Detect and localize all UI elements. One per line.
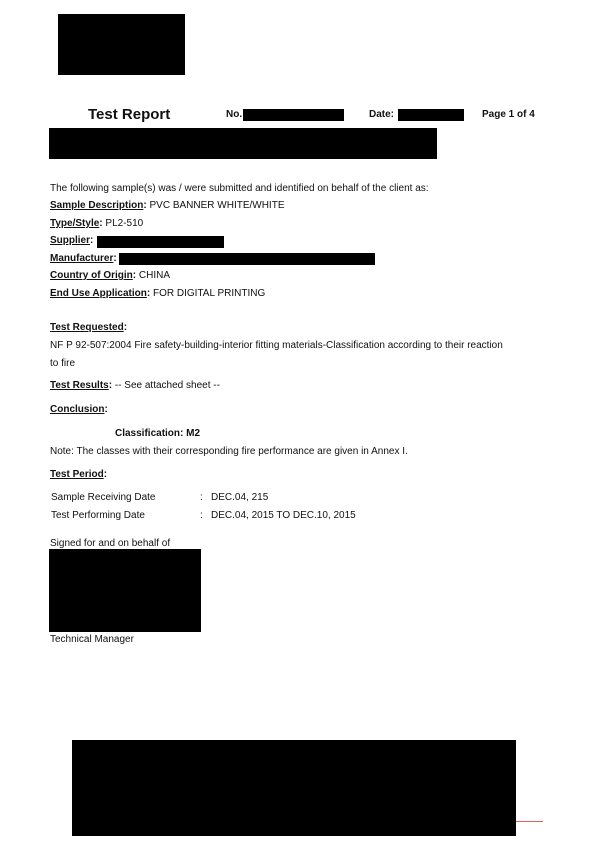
- redacted-manufacturer: [119, 253, 375, 265]
- country-of-origin-label: Country of Origin: [50, 270, 133, 281]
- test-requested-line-1: NF P 92-507:2004 Fire safety-building-interior fitting materials-Classification according to their reaction: [50, 340, 503, 351]
- intro-text: The following sample(s) was / were submitted and identified on behalf of the client as:: [50, 183, 429, 194]
- country-of-origin-row: Country of Origin: CHINA: [50, 270, 171, 281]
- test-results-value: -- See attached sheet --: [114, 380, 220, 391]
- test-period-row-value: DEC.04, 2015 TO DEC.10, 2015: [211, 510, 356, 521]
- redacted-signature: [49, 549, 201, 632]
- end-use-label: End Use Application: [50, 288, 147, 299]
- test-period-row: [51, 510, 451, 524]
- classification-result: Classification: M2: [115, 428, 201, 439]
- test-requested-label: Test Requested: [50, 322, 124, 333]
- test-period-row: [51, 492, 451, 506]
- supplier-label: Supplier: [50, 235, 91, 246]
- redacted-supplier: [97, 236, 224, 248]
- test-period-heading: Test Period:: [50, 469, 108, 480]
- test-period-row-name: Test Performing Date: [51, 510, 145, 521]
- report-number-label: No.: [226, 109, 243, 120]
- conclusion-note: Note: The classes with their corresponding fire performance are given in Annex I.: [50, 446, 408, 457]
- conclusion-label: Conclusion: [50, 404, 105, 415]
- signatory-role: Technical Manager: [50, 634, 134, 645]
- page-number: Page 1 of 4: [482, 109, 535, 120]
- country-of-origin-value: CHINA: [138, 270, 171, 281]
- sample-description-value: PVC BANNER WHITE/WHITE: [149, 200, 285, 211]
- test-period-label: Test Period: [50, 469, 104, 480]
- type-style-row: Type/Style: PL2-510: [50, 218, 144, 229]
- footer-red-line: [516, 821, 543, 822]
- report-date-label: Date:: [369, 109, 395, 120]
- test-period-row-sep: :: [200, 510, 203, 521]
- redacted-company-line: [49, 128, 437, 159]
- report-title: Test Report: [88, 106, 171, 123]
- type-style-label: Type/Style: [50, 218, 100, 229]
- type-style-value: PL2-510: [105, 218, 144, 229]
- manufacturer-label: Manufacturer: [50, 253, 114, 264]
- test-requested-line-2: to fire: [50, 358, 76, 369]
- conclusion-heading: Conclusion:: [50, 404, 108, 415]
- redacted-footer: [72, 740, 516, 836]
- signed-for-text: Signed for and on behalf of: [50, 538, 171, 549]
- supplier-row: Supplier:: [50, 235, 94, 246]
- end-use-value: FOR DIGITAL PRINTING: [153, 288, 266, 299]
- sample-description-label: Sample Description: [50, 200, 144, 211]
- redacted-logo: [58, 14, 185, 75]
- manufacturer-row: Manufacturer:: [50, 253, 117, 264]
- test-results-row: Test Results: -- See attached sheet --: [50, 380, 220, 391]
- end-use-row: End Use Application: FOR DIGITAL PRINTING: [50, 288, 266, 299]
- redacted-report-number: [243, 109, 344, 121]
- sample-description-row: Sample Description: PVC BANNER WHITE/WHITE: [50, 200, 285, 211]
- test-period-row-sep: :: [200, 492, 203, 503]
- test-period-row-name: Sample Receiving Date: [51, 492, 156, 503]
- redacted-report-date: [398, 109, 464, 121]
- test-requested-heading: Test Requested:: [50, 322, 128, 333]
- test-results-label: Test Results: [50, 380, 109, 391]
- test-period-row-value: DEC.04, 215: [211, 492, 269, 503]
